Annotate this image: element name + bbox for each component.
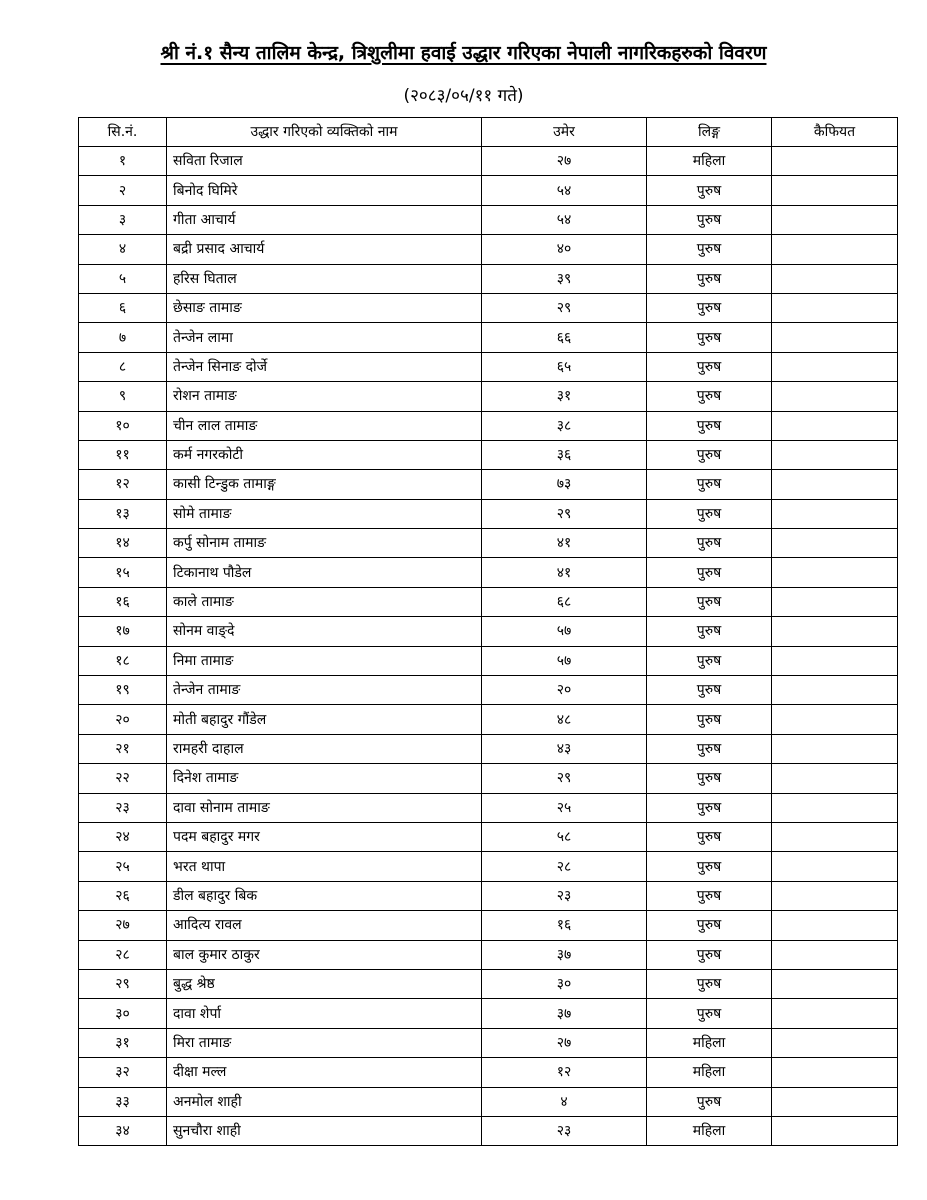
- name-cell: काले तामाङ: [167, 587, 482, 616]
- age-cell: ४१: [482, 558, 647, 587]
- age-cell: २९: [482, 293, 647, 322]
- remarks-cell: [772, 1028, 898, 1057]
- remarks-cell: [772, 676, 898, 705]
- table-row: [79, 646, 898, 675]
- table-body: [79, 147, 898, 1146]
- document-date: (२०८३/०५/११ गते): [403, 86, 524, 106]
- serial-cell: १५: [79, 558, 167, 587]
- gender-cell: पुरुष: [647, 1087, 772, 1116]
- age-cell: ४०: [482, 235, 647, 264]
- table-row: [79, 764, 898, 793]
- table-row: [79, 617, 898, 646]
- remarks-cell: [772, 852, 898, 881]
- gender-cell: महिला: [647, 147, 772, 176]
- table-row: [79, 293, 898, 322]
- remarks-cell: [772, 705, 898, 734]
- table-row: [79, 969, 898, 998]
- serial-cell: ५: [79, 264, 167, 293]
- name-cell: दिनेश तामाङ: [167, 764, 482, 793]
- table-row: [79, 205, 898, 234]
- age-cell: ३०: [482, 969, 647, 998]
- name-cell: तेन्जेन सिनाङ दोर्जे: [167, 352, 482, 381]
- gender-cell: पुरुष: [647, 969, 772, 998]
- age-cell: २८: [482, 852, 647, 881]
- gender-cell: पुरुष: [647, 323, 772, 352]
- name-cell: सोनम वाङ्दे: [167, 617, 482, 646]
- remarks-cell: [772, 1058, 898, 1087]
- gender-cell: पुरुष: [647, 999, 772, 1028]
- gender-cell: महिला: [647, 1028, 772, 1057]
- name-cell: टिकानाथ पौडेल: [167, 558, 482, 587]
- serial-cell: ३: [79, 205, 167, 234]
- age-cell: ३९: [482, 264, 647, 293]
- table-row: [79, 881, 898, 910]
- serial-cell: २५: [79, 852, 167, 881]
- gender-cell: पुरुष: [647, 617, 772, 646]
- name-cell: अनमोल शाही: [167, 1087, 482, 1116]
- gender-cell: पुरुष: [647, 705, 772, 734]
- table-row: [79, 1087, 898, 1116]
- table-row: [79, 440, 898, 469]
- age-cell: ६६: [482, 323, 647, 352]
- remarks-cell: [772, 793, 898, 822]
- name-cell: बुद्ध श्रेष्ठ: [167, 969, 482, 998]
- serial-cell: ११: [79, 440, 167, 469]
- name-cell: पदम बहादुर मगर: [167, 822, 482, 851]
- age-cell: ५८: [482, 822, 647, 851]
- age-cell: ५७: [482, 617, 647, 646]
- remarks-cell: [772, 558, 898, 587]
- gender-cell: पुरुष: [647, 793, 772, 822]
- serial-cell: २६: [79, 881, 167, 910]
- age-cell: ७३: [482, 470, 647, 499]
- header-serial: सि.नं.: [79, 118, 167, 147]
- serial-cell: २४: [79, 822, 167, 851]
- serial-cell: ३३: [79, 1087, 167, 1116]
- gender-cell: पुरुष: [647, 822, 772, 851]
- name-cell: निमा तामाङ: [167, 646, 482, 675]
- age-cell: ३१: [482, 382, 647, 411]
- remarks-cell: [772, 176, 898, 205]
- table-row: [79, 499, 898, 528]
- remarks-cell: [772, 323, 898, 352]
- remarks-cell: [772, 881, 898, 910]
- table-row: [79, 264, 898, 293]
- remarks-cell: [772, 646, 898, 675]
- table-row: [79, 587, 898, 616]
- gender-cell: पुरुष: [647, 499, 772, 528]
- gender-cell: पुरुष: [647, 440, 772, 469]
- age-cell: ३८: [482, 411, 647, 440]
- remarks-cell: [772, 440, 898, 469]
- remarks-cell: [772, 969, 898, 998]
- header-age: उमेर: [482, 118, 647, 147]
- name-cell: आदित्य रावल: [167, 911, 482, 940]
- remarks-cell: [772, 352, 898, 381]
- table-row: [79, 176, 898, 205]
- serial-cell: ३१: [79, 1028, 167, 1057]
- gender-cell: पुरुष: [647, 411, 772, 440]
- table-row: [79, 911, 898, 940]
- serial-cell: २८: [79, 940, 167, 969]
- name-cell: दीक्षा मल्ल: [167, 1058, 482, 1087]
- name-cell: तेन्जेन तामाङ: [167, 676, 482, 705]
- table-row: [79, 411, 898, 440]
- gender-cell: महिला: [647, 1058, 772, 1087]
- name-cell: तेन्जेन लामा: [167, 323, 482, 352]
- header-remarks: कैफियत: [772, 118, 898, 147]
- gender-cell: पुरुष: [647, 235, 772, 264]
- age-cell: ५४: [482, 205, 647, 234]
- table-row: [79, 676, 898, 705]
- age-cell: २७: [482, 1028, 647, 1057]
- name-cell: डील बहादुर बिक: [167, 881, 482, 910]
- gender-cell: पुरुष: [647, 911, 772, 940]
- age-cell: ५४: [482, 176, 647, 205]
- remarks-cell: [772, 822, 898, 851]
- remarks-cell: [772, 411, 898, 440]
- age-cell: ३६: [482, 440, 647, 469]
- name-cell: हरिस घिताल: [167, 264, 482, 293]
- serial-cell: १६: [79, 587, 167, 616]
- table-row: [79, 822, 898, 851]
- gender-cell: पुरुष: [647, 529, 772, 558]
- remarks-cell: [772, 382, 898, 411]
- remarks-cell: [772, 734, 898, 763]
- gender-cell: पुरुष: [647, 293, 772, 322]
- table-row: [79, 852, 898, 881]
- serial-cell: २२: [79, 764, 167, 793]
- age-cell: ६८: [482, 587, 647, 616]
- name-cell: बिनोद घिमिरे: [167, 176, 482, 205]
- remarks-cell: [772, 205, 898, 234]
- serial-cell: २९: [79, 969, 167, 998]
- serial-cell: २: [79, 176, 167, 205]
- gender-cell: पुरुष: [647, 852, 772, 881]
- table-row: [79, 323, 898, 352]
- table-row: [79, 999, 898, 1028]
- gender-cell: पुरुष: [647, 382, 772, 411]
- remarks-cell: [772, 235, 898, 264]
- age-cell: ४३: [482, 734, 647, 763]
- serial-cell: ९: [79, 382, 167, 411]
- name-cell: भरत थापा: [167, 852, 482, 881]
- gender-cell: पुरुष: [647, 764, 772, 793]
- serial-cell: ४: [79, 235, 167, 264]
- serial-cell: १०: [79, 411, 167, 440]
- gender-cell: पुरुष: [647, 734, 772, 763]
- gender-cell: पुरुष: [647, 558, 772, 587]
- serial-cell: १८: [79, 646, 167, 675]
- age-cell: १६: [482, 911, 647, 940]
- header-gender: लिङ्ग: [647, 118, 772, 147]
- table-row: [79, 940, 898, 969]
- remarks-cell: [772, 470, 898, 499]
- table-row: [79, 1028, 898, 1057]
- age-cell: २३: [482, 881, 647, 910]
- serial-cell: ८: [79, 352, 167, 381]
- gender-cell: पुरुष: [647, 676, 772, 705]
- age-cell: २९: [482, 499, 647, 528]
- remarks-cell: [772, 999, 898, 1028]
- gender-cell: महिला: [647, 1116, 772, 1145]
- gender-cell: पुरुष: [647, 352, 772, 381]
- table-row: [79, 529, 898, 558]
- name-cell: बद्री प्रसाद आचार्य: [167, 235, 482, 264]
- remarks-cell: [772, 911, 898, 940]
- age-cell: २७: [482, 147, 647, 176]
- serial-cell: १२: [79, 470, 167, 499]
- remarks-cell: [772, 587, 898, 616]
- serial-cell: १७: [79, 617, 167, 646]
- table-row: [79, 558, 898, 587]
- serial-cell: ३२: [79, 1058, 167, 1087]
- age-cell: १२: [482, 1058, 647, 1087]
- table-row: [79, 734, 898, 763]
- name-cell: मिरा तामाङ: [167, 1028, 482, 1057]
- serial-cell: ३०: [79, 999, 167, 1028]
- name-cell: सविता रिजाल: [167, 147, 482, 176]
- age-cell: २९: [482, 764, 647, 793]
- age-cell: २०: [482, 676, 647, 705]
- name-cell: गीता आचार्य: [167, 205, 482, 234]
- table-row: [79, 1058, 898, 1087]
- remarks-cell: [772, 940, 898, 969]
- serial-cell: २१: [79, 734, 167, 763]
- age-cell: ६५: [482, 352, 647, 381]
- gender-cell: पुरुष: [647, 264, 772, 293]
- age-cell: ३७: [482, 999, 647, 1028]
- table-header-row: [79, 118, 898, 147]
- serial-cell: ३४: [79, 1116, 167, 1145]
- remarks-cell: [772, 293, 898, 322]
- table-row: [79, 1116, 898, 1145]
- table-row: [79, 352, 898, 381]
- serial-cell: ६: [79, 293, 167, 322]
- remarks-cell: [772, 1116, 898, 1145]
- age-cell: ४१: [482, 529, 647, 558]
- name-cell: दावा सोनाम तामाङ: [167, 793, 482, 822]
- table-row: [79, 382, 898, 411]
- name-cell: रोशन तामाङ: [167, 382, 482, 411]
- remarks-cell: [772, 147, 898, 176]
- remarks-cell: [772, 529, 898, 558]
- remarks-cell: [772, 617, 898, 646]
- header-name: उद्धार गरिएको व्यक्तिको नाम: [167, 118, 482, 147]
- age-cell: ५७: [482, 646, 647, 675]
- age-cell: २३: [482, 1116, 647, 1145]
- name-cell: चीन लाल तामाङ: [167, 411, 482, 440]
- document-title: श्री नं.१ सैन्य तालिम केन्द्र, त्रिशुलीमा हवाई उद्धार गरिएका नेपाली नागरिकहरुको विवरण: [160, 42, 767, 64]
- gender-cell: पुरुष: [647, 470, 772, 499]
- age-cell: ४: [482, 1087, 647, 1116]
- gender-cell: पुरुष: [647, 587, 772, 616]
- serial-cell: १९: [79, 676, 167, 705]
- name-cell: छेसाङ तामाङ: [167, 293, 482, 322]
- serial-cell: १३: [79, 499, 167, 528]
- table-row: [79, 705, 898, 734]
- gender-cell: पुरुष: [647, 881, 772, 910]
- name-cell: बाल कुमार ठाकुर: [167, 940, 482, 969]
- serial-cell: २७: [79, 911, 167, 940]
- table-row: [79, 793, 898, 822]
- name-cell: रामहरी दाहाल: [167, 734, 482, 763]
- age-cell: ३७: [482, 940, 647, 969]
- name-cell: दावा शेर्पा: [167, 999, 482, 1028]
- name-cell: सोमे तामाङ: [167, 499, 482, 528]
- serial-cell: ७: [79, 323, 167, 352]
- age-cell: ४८: [482, 705, 647, 734]
- remarks-cell: [772, 499, 898, 528]
- table-row: [79, 470, 898, 499]
- name-cell: कर्म नगरकोटी: [167, 440, 482, 469]
- name-cell: सुनचौरा शाही: [167, 1116, 482, 1145]
- age-cell: २५: [482, 793, 647, 822]
- name-cell: मोती बहादुर गौंडेल: [167, 705, 482, 734]
- gender-cell: पुरुष: [647, 176, 772, 205]
- name-cell: कर्पु सोनाम तामाङ: [167, 529, 482, 558]
- name-cell: कासी टिन्डुक तामाङ्ग: [167, 470, 482, 499]
- table-row: [79, 235, 898, 264]
- gender-cell: पुरुष: [647, 940, 772, 969]
- rescued-citizens-table: [78, 117, 898, 1146]
- remarks-cell: [772, 764, 898, 793]
- serial-cell: २०: [79, 705, 167, 734]
- table-row: [79, 147, 898, 176]
- serial-cell: २३: [79, 793, 167, 822]
- gender-cell: पुरुष: [647, 205, 772, 234]
- remarks-cell: [772, 264, 898, 293]
- serial-cell: १४: [79, 529, 167, 558]
- remarks-cell: [772, 1087, 898, 1116]
- gender-cell: पुरुष: [647, 646, 772, 675]
- serial-cell: १: [79, 147, 167, 176]
